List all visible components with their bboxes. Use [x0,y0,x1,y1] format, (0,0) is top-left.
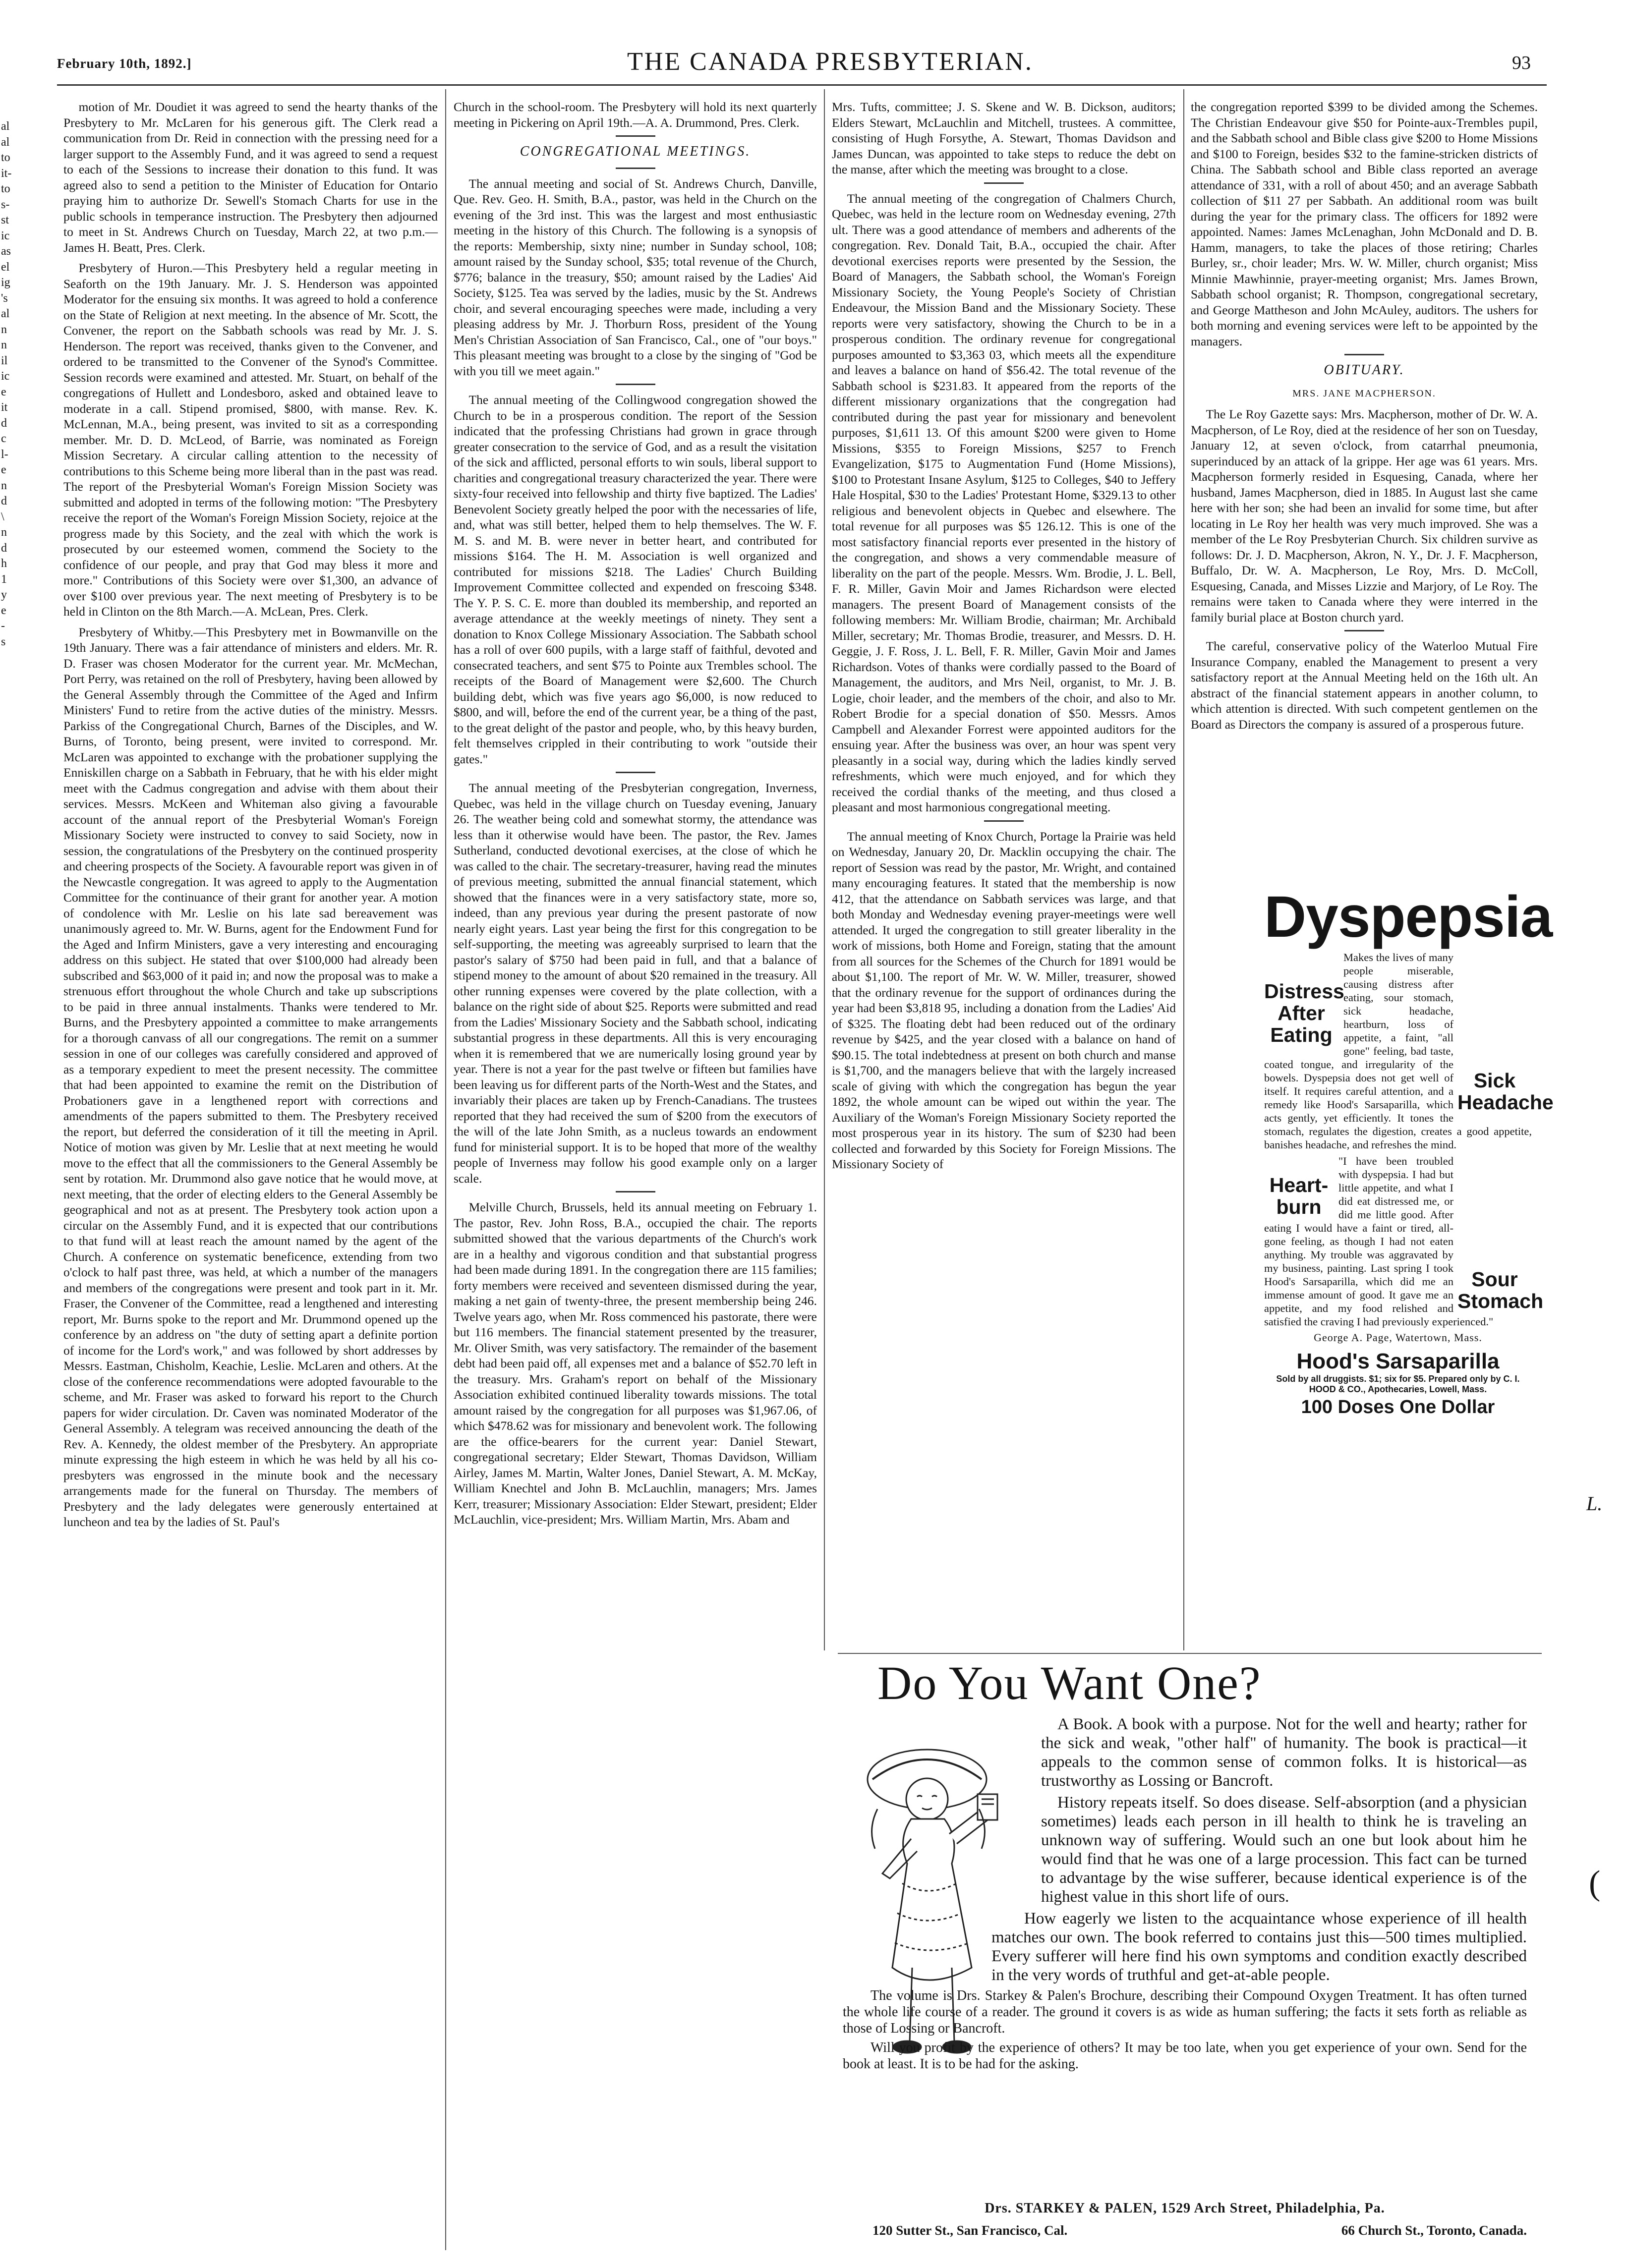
obituary-paragraph: The careful, conservative policy of the Waterloo Mutual Fire Insurance Company, enabled the Management to present a very satisfactory report at the Annual Meeting held on the 16th ult. An abstract of the financial statement appears in another column, to which attention is directed. With such competent gentlemen on the Board as Directors the company is assured of a prosperous future. [1191,639,1538,732]
section-divider [616,168,655,169]
margin-fragment: 's [1,291,8,305]
margin-fragment: d [1,541,7,555]
article-paragraph: The annual meeting of Knox Church, Portage la Prairie was held on Wednesday, January 20, Dr. Macklin occupying the chair. The report of Session was read by the pastor, Mr. Wright, and contained many encouraging features. It stated that the membership is now 412, that the attendance on Sabbath services was large, and that both Monday and Wednesday evening prayer-meetings were well attended. It urged the congregation to still greater liberality in the work of missions, both Home and Foreign, stating that the amount from all sources for the Schemes of the Church for 1891 would be about $1,100. The report of Mr. W. W. Miller, treasurer, showed that the ordinary revenue for the support of ordinances during the year had been $3,818 95, including a donation from the Ladies' Aid of $325. The floating debt had been reduced out of the ordinary revenue by $425, and the year closed with a balance on hand of $90.15. The total indebtedness at present on both church and manse is $1,700, and the managers believe that with the largely increased scale of giving with which the congregation has begun the year 1892, the whole amount can be wiped out within the year. The Auxiliary of the Woman's Foreign Missionary Society reported the most prosperous year in its history. The sum of $230 had been collected and forwarded by this Society for Foreign Missions. The Missionary Society of [832,829,1176,1171]
article-paragraph: The annual meeting of the congregation of Chalmers Church, Quebec, was held in the lecture room on Wednesday evening, 27th ult. There was a good attendance of members and adherents of the congregation. Rev. Donald Tait, B.A., occupied the chair. After devotional exercises reports were presented by the Session, the Board of Managers, the Sabbath school, the Woman's Foreign Missionary Society, the Young People's Society of Christian Endeavour, the Mission Band and the Missionary Society. These reports were very satisfactory, showing the Church to be in a prosperous condition. The ordinary revenue for congregational purposes amounted to $3,363 03, which meets all the expenditure and leaves a balance on hand of $56.42. The total revenue of the Sabbath school is $231.83. It appeared from the reports of the different missionary organizations that the congregation had contributed during the past year for missionary and benevolent purposes, $1,611 13. Of this amount $200 were given to Home Missions, $355 to Foreign Missions, $257 to French Evangelization, $175 to Augmentation Fund (Home Missions), $100 to Protestant Insane Asylum, $125 to Colleges, $40 to Jeffery Hale Hospital, $30 to the Ladies' Protestant Home, $329.13 to other religious and benevolent objects in Quebec and elsewhere. The total revenue for all purposes was $5 126.12. This is one of the most satisfactory financial reports ever presented in the history of the congregation, and shows a very commendable measure of liberality on the part of the people. Messrs. Wm. Brodie, J. L. Bell, F. R. Miller, Gavin Moir and James Richardson were elected managers. The present Board of Management consists of the following members: Mr. William Brodie, chairman; Mr. Archibald Miller, secretary; Mr. Thomas Brodie, treasurer, and Messrs. D. H. Geggie, J. F. Ross, J. L. Bell, F. R. Miller, Gavin Moir and James Richardson. Votes of thanks were cordially passed to the Board of Management, the auditors, and Mrs Neil, organist, to Mr. J. B. Logie, choir leader, and the members of the choir, and also to Mr. Robert Brodie for a special donation of $50. Messrs. Amos Campbell and Alexander Forrest were appointed auditors for the ensuing year. After the business was over, an hour was spent very pleasantly in a social way, during which the ladies kindly served refreshments, which were much enjoyed, and for which they received the cordial thanks of the meeting, and thus closed a pleasant and most harmonious congregational meeting. [832,191,1176,814]
ad-paragraph: How eagerly we listen to the acquaintance whose experience of ill health matches our own. The book referred to contains just this—500 times multiplied. Every sufferer will here find his own symptoms and condition exactly described in the very words of truthful and get-at-able people. [991,1910,1527,1984]
page-header [57,47,1537,82]
margin-fragment: to [1,151,10,164]
margin-fragment: al [1,135,10,149]
header-page-number: 93 [1512,53,1531,73]
ad-body [843,1715,1527,2075]
ad-headline: Dyspepsia [1264,884,1553,950]
margin-fragment: ig [1,276,10,289]
margin-fragment: to [1,182,10,195]
margin-fragment: 1 [1,572,7,586]
margin-fragment: l- [1,448,8,461]
article-paragraph: Presbytery of Whitby.—This Presbytery met in Bowmanville on the 19th January. There was a fair attendance of ministers and elders. Mr. R. D. Fraser was chosen Moderator for the current year. Mr. McMechan, Port Perry, was retained on the roll of Presbytery, having been allowed by the General Assembly through the Committee of the Aged and Infirm Ministers' Fund to retire from the active duties of the ministry. Messrs. Parkiss of the Congregational Church, Barnes of the Disciples, and W. Burns, of Toronto, being present, were invited to correspond. Mr. McLaren was appointed to exchange with the probationer supplying the Enniskillen charge on a Sabbath in February, that he with his elder might meet with the Cadmus congregation and advise with them about their services. Messrs. McKeen and Whiteman also giving a favourable account of the annual report of the Presbyterial Woman's Foreign Missionary Society were instructed to convey to said Society, now in session, the congratulations of the Presbytery on the continued prosperity and cheering prospects of the Society. A favourable report was given in of the Newcastle congregation. It was agreed to apply to the Augmentation Committee for the continuance of their grant for another year. A motion of condolence with Mr. Leslie on his late sad bereavement was unanimously agreed to. Mr. W. Burns, agent for the Endowment Fund for the Aged and Infirm Ministers, gave a very interesting and encouraging address on this subject. He stated that over $100,000 had already been subscribed and $63,000 of it paid in; and now the proposal was to make a strenuous effort throughout the whole Church and take up subscriptions to be paid in three annual instalments. Thanks were tendered to Mr. Burns, and the Presbytery appointed a committee to make arrangements for a thorough canvass of all our congregations. The remit on a summer session in one of our colleges was carefully considered and approved of as a temporary expedient to meet the present necessity. The committee that had been appointed to examine the remit on the Distribution of Probationers gave in a lengthened report with corrections and amendments of the papers submitted to them. The Presbytery received the report, but deferred the consideration of it till the meeting in April. Notice of motion was given by Mr. Leslie that at next meeting he would move to the effect that all the commissioners to the General Assembly be sent by rotation. Mr. Drummond also gave notice that he would move, at next meeting, that the order of electing elders to the General Assembly be geographical and not as at present. The Presbytery took action upon a circular on the Assembly Fund, and it is expected that our contributions to that fund will at least reach the amount named by the agent of the Church. A conference on systematic beneficence, extending from two o'clock to half past three, was held, at which a number of the managers and members of the congregations were present and took part in it. Mr. Fraser, the Convener of the Committee, read a lengthened and interesting report, Mr. Burns spoke to the report and Mr. Drummond opened up the conference by an address on "the duty of setting apart a definite portion of income for the Lord's work," and was followed by short addresses by Messrs. Eastman, Chisholm, Keachie, Leslie. McLaren and others. At the close of the conference recommendations were adopted favourable to the scheme, and Mr. Fraser was asked to forward his report to the Church papers for wider circulation. Dr. Caven was nominated Moderator of the General Assembly. A telegram was received announcing the death of the Rev. A. Kennedy, the oldest member of the Presbytery. An appropriate minute expressing the high esteem in which he was held by all his co-presbyters was engrossed in the minute book and the necessary arrangements made for the funeral on Thursday. The members of Presbytery and the lady delegates were generously entertained at luncheon and tea by the ladies of St. Paul's [63,624,438,1529]
margin-fragment: al [1,120,10,133]
header-rule [57,84,1547,86]
ad-paragraph: History repeats itself. So does disease. Self-absorption (and a physician sometimes) leads each person in ill health to think he is traveling an unknown way of suffering. Would such an one but look about him he would find that he was one of a large procession. This fact can be turned to advantage by the wise sufferer, because identical experience is of the highest value in this short life of ours. [1041,1794,1527,1906]
ad-intro: Distress After Eating Sick Headache Makes the lives of many people miserable, causing distress after eating, sour stomach, sick headache, heartburn, loss of appetite, a faint, "all gone" feeling, bad taste, coated tongue, and irregularity of the bowels. Dyspepsia does not get well of itself. It requires careful attention, and a remedy like Hood's Sarsaparilla, which acts gently, yet efficiently. It tones the stomach, regulates the digestion, creates a good appetite, banishes headache, and refreshes the mind. [1264,951,1554,1151]
margin-fragment: e [1,385,6,398]
margin-fragment: as [1,245,11,258]
margin-fragment: n [1,526,7,539]
ad-subhead: Sour Stomach [1457,1268,1544,1312]
margin-fragment: h [1,557,7,570]
margin-fragment: st [1,214,9,227]
column-rule [445,89,446,2250]
column-rule [1183,89,1184,1650]
ad-subhead: Sick Headache [1457,1069,1554,1114]
section-divider [616,384,655,385]
ad-address-right: 66 Church St., Toronto, Canada. [1341,2223,1527,2238]
column-3 [832,99,1176,1645]
ad-paragraph: Will you profit by the experience of others? It may be too late, when you get experience of your own. Send for the book at least. It is to be had for the asking. [843,2040,1527,2072]
column-2 [454,99,817,2265]
ad-paragraph: The volume is Drs. Starkey & Palen's Brochure, describing their Compound Oxygen Treatment. It has often turned the whole life course of a reader. The ground it covers is as wide as human suffering; the facts it sets forth as reliable as those of Lossing or Bancroft. [843,1988,1527,2036]
section-divider [616,1191,655,1192]
margin-fragment: y [1,588,7,601]
margin-fragment: d [1,495,7,508]
book-advertisement [843,1656,1537,2250]
ad-address-left: 120 Sutter St., San Francisco, Cal. [872,2223,1068,2238]
ad-firm: Drs. STARKEY & PALEN, 1529 Arch Street, Philadelphia, Pa. [985,2201,1385,2216]
section-title: CONGREGATIONAL MEETINGS. [520,144,751,159]
section-divider [1344,630,1384,631]
ad-title: Do You Want One? [877,1656,1262,1709]
section-divider [616,135,655,137]
article-paragraph: The annual meeting and social of St. Andrews Church, Danville, Que. Rev. Geo. H. Smith, B.A., pastor, was held in the Church on the evening of the 3rd inst. This was the largest and most enthusiastic meeting in the history of this Church. The following is a synopsis of the reports: Membership, sixty nine; number in Sunday school, 108; amount raised by the Sunday school, $35; total revenue of the Church, $776; balance in the treasury, $50; amount raised by the Ladies' Aid Society, $125. Tea was served by the ladies, music by the St. Andrews choir, and several encouraging speeches were made, including a very pleasing address by Mr. J. Thorburn Ross, president of the Young Men's Christian Association of San Francisco, Cal., one of "our boys." This pleasant meeting was brought to a close by the singing of "God be with you till we meet again." [454,176,817,378]
margin-fragment: n [1,323,7,336]
ad-sold-by: Sold by all druggists. $1; six for $5. Prepared only by C. I. HOOD & CO., Apothecaries, Lowell, Mass. [1276,1374,1520,1394]
margin-fragments [1,119,21,650]
margin-fragment: d [1,416,7,430]
margin-fragment: s- [1,198,10,211]
margin-fragment: e [1,463,6,476]
article-paragraph: Presbytery of Huron.—This Presbytery held a regular meeting in Seaforth on the 19th January. Mr. J. S. Henderson was appointed Moderator for the ensuing six months. It was agreed to hold a conference on the State of Religion at next meeting. In the absence of Mr. Scott, the Convener, the report on the Sabbath schools was read by Mr. J. S. Henderson. The report was received, thanks given to the Convener, and ordered to be transmitted to the Convener of the Synod's Committee. Session records were examined and attested. Mr. Stuart, on behalf of the congregations of Hullett and Londesboro, asked and obtained leave to moderate in a call. Stipend promised, $800, with manse. Rev. K. McLennan, M.A., being present, was invited to sit as a corresponding member. Mr. D. D. McLeod, of Barrie, was nominated as Foreign Mission Secretary. A circular calling attention to the necessity of contributions to this Scheme being more liberal than in the past was read. The report of the Presbyterial Woman's Foreign Mission Society was submitted and adopted in terms of the following motion: "The Presbytery receive the report of the Woman's Foreign Mission Society, rejoice at the progress made by this Society, and the zeal with which the work is prosecuted by our esteemed women, commend the Society to the confidence of our people, and pray that God may bless it more and more." Contributions of this Society were over $1,300, an advance of over $100 over previous year. The next meeting of Presbytery is to be held in Clinton on the 8th March.—A. McLean, Pres. Clerk. [63,261,438,619]
section-divider [616,772,655,773]
margin-fragment: ic [1,229,10,242]
article-paragraph: The annual meeting of the Presbyterian congregation, Inverness, Quebec, was held in the village church on Tuesday evening, January 26. The weather being cold and somewhat stormy, the attendance was less than it otherwise would have been. The pastor, the Rev. James Sutherland, conducted devotional exercises, at the close of which he was called to the chair. The secretary-treasurer, having read the minutes of previous meeting, submitted the annual financial statement, which showed that the finances were in a very satisfactory state, more so, indeed, than any previous year during the present pastorate of now nearly eight years. Last year being the first for this congregation to be self-supporting, the meeting was agreeably surprised to learn that the pastor's salary of $750 had been paid in full, and that a balance of stipend money to the amount of about $20 remained in the treasury. All other running expenses were covered by the plate collection, with a balance on the right side of about $25. Reports were submitted and read from the Ladies' Missionary Society and the Sabbath school, indicating substantial progress in these departments. All this is very encouraging when it is remembered that we are numerically losing ground year by year. There is not a year for the past twelve or fifteen but families have been leaving us for different parts of the North-West and the States, and invariably their places are taken up by French-Canadians. The trustees reported that they had received the sum of $200 from the executors of the will of the late John Smith, as a nucleus towards an endowment fund for ministerial support. It is to be hoped that more of the wealthy people of Inverness may follow his good example only on a larger scale. [454,781,817,1186]
obituary-subtitle: MRS. JANE MACPHERSON. [1292,388,1436,399]
margin-fragment: el [1,260,10,274]
article-paragraph: Melville Church, Brussels, held its annual meeting on February 1. The pastor, Rev. John Ross, B.A., occupied the chair. The reports submitted showed that the various departments of the Church's work are in a healthy and vigorous condition and that substantial progress had been made during 1891. In the congregation there are 115 families; forty members were received and seventeen dismissed during the year, making a net gain of twenty-three, the present membership being 246. Twelve years ago, when Mr. Ross commenced his pastorate, there were but 116 members. The financial statement presented by the treasurer, Mr. Oliver Smith, was very satisfactory. The remainder of the basement debt had been paid off, all expenses met and a balance of $52.70 left in the treasury. Mrs. Graham's report on behalf of the Missionary Association exhibited continued liberality towards missions. The total amount raised by the congregation for all purposes was $1,967.06, of which $478.62 was for missionary and benevolent work. The following are the office-bearers for the current year: Daniel Stewart, congregational secretary; Elder Stewart, Thomas Davidson, William Airley, James M. Martin, Walter Jones, Daniel Stewart, A. M. McKay, William Knechtel and John B. McLauchlin, managers; Mrs. James Kerr, treasurer; Missionary Association: Elder Stewart, president; Elder McLauchlin, vice-president; Mrs. William Martin, Mrs. Abam and [454,1200,817,1527]
ad-testimonial: Heart-burn Sour Stomach "I have been troubled with dyspepsia. I had but little appetite, and what I did eat distressed me, or did me little good. After eating I would have a faint or tired, all-gone feeling, as though I had not eaten anything. My trouble was aggravated by my business, painting. Last spring I took Hood's Sarsaparilla, which did me an immense amount of good. It gave me an appetite, and my food relished and satisfied the craving I had previously experienced." [1264,1155,1544,1328]
margin-fragment: al [1,307,10,320]
column-rule [824,89,825,1650]
margin-handwritten-mark: ( [1589,1864,1601,1902]
section-divider [984,820,1024,822]
ad-signature: George A. Page, Watertown, Mass. [1314,1331,1482,1344]
ad-subhead: Heart-burn [1269,1174,1329,1218]
article-paragraph: Mrs. Tufts, committee; J. S. Skene and W. B. Dickson, auditors; Elders Stewart, McLauchlin and Mitchell, trustees. A committee, consisting of Hugh Forsythe, A. Stewart, Thomas Davidson and James Duncan, was appointed to take steps to reduce the debt on the manse, after which the meeting was brought to a close. [832,100,1176,176]
column-1 [63,99,438,2265]
margin-fragment: \ [1,510,4,523]
margin-fragment: it- [1,167,12,180]
ad-top-rule [838,1653,1542,1654]
header-date: February 10th, 1892.] [57,56,192,71]
article-paragraph: Church in the school-room. The Presbytery will hold its next quarterly meeting in Pickering on April 19th.—A. A. Drummond, Pres. Clerk. [454,100,817,130]
margin-fragment: s [1,635,6,648]
column-4 [1191,99,1538,872]
article-paragraph: motion of Mr. Doudiet it was agreed to send the hearty thanks of the Presbytery to Mr. McLaren for his generous gift. The Clerk read a communication from Dr. Reid in connection with the pressing need for a larger support to the Assembly Fund, and it was agreed to send a request to each of the Sessions to increase their donation to this fund. It was agreed also to send a petition to the Minister of Education for Ontario praying him to authorize Dr. Sewell's Stomach Charts for use in the public schools in temperance instruction. The Presbytery then adjourned to meet in St. Andrews Church on Tuesday, March 22, at two p.m.—James H. Beatt, Pres. Clerk. [63,100,438,255]
article-paragraph: the congregation reported $399 to be divided among the Schemes. The Christian Endeavour give $50 for Pointe-aux-Trembles pupil, and the Sabbath school and Bible class give $200 to Home Missions and $100 to Foreign, besides $32 to the famine-stricken districts of China. The Sabbath school and Bible class reported an average attendance of 331, with a roll of about 450; and an average Sabbath collection of $11 27 per Sabbath. An additional room was built during the year for the primary class. The officers for 1892 were appointed. Names: James McLenaghan, John McDonald and D. B. Hamm, managers, to take the places of those retiring; Charles Burley, sr., choir leader; Mrs. W. W. Miller, church organist; Miss Minnie Mawhinnie, prayer-meeting organist; Mrs. James Brown, Sabbath school organist; R. Thompson, congregational secretary, and George Mattheson and John McAuley, auditors. The ushers for both morning and evening services were left to be appointed by the managers. [1191,100,1538,348]
section-divider [984,182,1024,184]
margin-fragment: e [1,604,6,617]
section-divider [1344,354,1384,355]
margin-fragment: - [1,620,5,632]
header-title: THE CANADA PRESBYTERIAN. [627,48,1033,76]
ad-brand: Hood's Sarsaparilla [1296,1349,1500,1373]
margin-handwritten-mark: L. [1586,1492,1603,1515]
margin-fragment: it [1,401,8,414]
ad-subhead: Distress After Eating [1264,980,1344,1046]
margin-fragment: ic [1,370,10,383]
ad-paragraph: A Book. A book with a purpose. Not for the well and hearty; rather for the sick and weak, "other half" of humanity. The book is practical—it appeals to the common sense of common folks. It is historical—as trustworthy as Lossing or Bancroft. [1041,1715,1527,1790]
ad-doses: 100 Doses One Dollar [1301,1397,1495,1418]
margin-fragment: n [1,479,7,492]
margin-fragment: il [1,354,8,367]
margin-fragment: c [1,432,6,445]
article-paragraph: The annual meeting of the Collingwood congregation showed the Church to be in a prosperous condition. The report of the Session indicated that the professing Christians had grown in grace through greater consecration to the service of God, and as a result the visitation of the sick and afflicted, personal efforts to win souls, liberal support to charities and congregational treasury characterized the year. There were sixty-four received into fellowship and thirty five baptized. The Ladies' Benevolent Society greatly helped the poor with the necessaries of life, and, what was still better, helped them to help themselves. The W. F. M. S. and M. B. were never in better heart, and contributed for missions $164. The H. M. Association is well organized and contributed for missions $218. The Ladies' Church Building Improvement Committee collected and expended on frescoing $348. The Y. P. S. C. E. more than doubled its membership, and reported an average attendance at the weekly meetings of ninety. They sent a donation to Knox College Missionary Association. The Sabbath school has a roll of over 600 pupils, with a large staff of faithful, devoted and consecrated teachers, and sent $75 to Pointe aux Trembles school. The receipts of the Board of Management were $2,600. The Church building debt, which was five years ago $6,000, is now reduced to $800, and will, before the end of the current year, be a thing of the past, to the great delight of the pastor and people, who, by this heavy burden, felt themselves crippled in their contributing to work "outside their gates." [454,393,817,766]
obituary-title: OBITUARY. [1324,362,1405,378]
margin-fragment: n [1,339,7,351]
dyspepsia-advertisement [1264,884,1554,1641]
obituary-paragraph: The Le Roy Gazette says: Mrs. Macpherson, mother of Dr. W. A. Macpherson, of Le Roy, died at the residence of her son on Tuesday, January 12, at seven o'clock, from catarrhal pneumonia, superinduced by an attack of la grippe. Her age was 61 years. Mrs. Macpherson formerly resided in Esquesing, Canada, where her husband, James Macpherson, died in 1885. In August last she came here with her son; she had been an invalid for some time, but after locating in Le Roy her health was very much improved. She was a member of the Le Roy Presbyterian Church. Six children survive as follows: Dr. J. D. Macpherson, Akron, N. Y., Dr. J. F. Macpherson, Buffalo, Dr. W. A. Macpherson, Le Roy, Mrs. D. McColl, Esquesing, Canada, and Misses Lizzie and Marjory, of Le Roy. The remains were taken to Canada where they were interred in the family burial place at Boston church yard. [1191,407,1538,624]
